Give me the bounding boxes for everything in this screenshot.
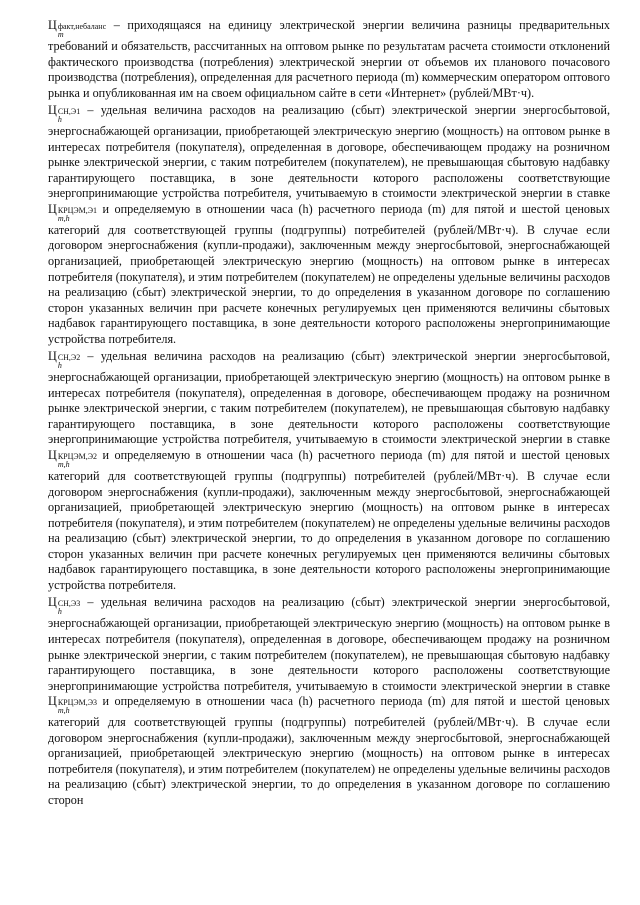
- symbol-base: Ц: [48, 694, 57, 709]
- symbol-subscript: m,h: [57, 706, 70, 716]
- symbol-indices: [58, 108, 80, 124]
- symbol-subscript: m: [57, 30, 64, 39]
- symbol-base: Ц: [48, 448, 57, 463]
- formula-symbol: [48, 595, 80, 616]
- symbol-subscript: h: [57, 607, 62, 617]
- paragraph-text: и определяемую в отношении часа (h) расчетного периода (m) для пятой и шестой ценовых категорий для соответствующей группы (подгруппы) потребителей (рублей/МВт·ч). В случае если договором энергоснабжения (купли-продажи), заключенным между энергосбытовой, энергоснабжающей организацией, приобретающей электрическую энергию (мощность) на оптовом рынке в интересах потребителя (покупателя), и этим потребителем (покупателем) не определены удельные величины расходов на реализацию (сбыт) электрической энергии, то до определения в указанном договоре по соглашению сторон: [48, 694, 611, 807]
- paragraph-text: – удельная величина расходов на реализацию (сбыт) электрической энергии энергосбытовой, энергоснабжающей организации, приобретающей электрическую энергию (мощность) на оптовом рынке в интересах потребителя (покупателя), определенная в договоре, обеспечивающем продажу на розничном рынке электрической энергии, с таким потребителем (покупателем), не превышающая сбытовую надбавку гарантирующего поставщика, в зоне деятельности которого расположены соответствующие энергопринимающие устройства потребителя, учитываемую в стоимости электрической энергии в ставке: [48, 595, 611, 693]
- symbol-base: Ц: [48, 103, 57, 118]
- symbol-base: Ц: [48, 201, 57, 216]
- symbol-indices: [58, 23, 106, 39]
- symbol-indices: [58, 453, 97, 469]
- paragraph-sn-e3: [48, 595, 610, 808]
- symbol-base: Ц: [48, 349, 57, 364]
- paragraph-text: – удельная величина расходов на реализацию (сбыт) электрической энергии энергосбытовой, энергоснабжающей организации, приобретающей электрическую энергию (мощность) на оптовом рынке в интересах потребителя (покупателя), определенная в договоре, обеспечивающем продажу на розничном рынке электрической энергии, с таким потребителем (покупателем), не превышающая сбытовую надбавку гарантирующего поставщика, в зоне деятельности которого расположены соответствующие энергопринимающие устройства потребителя, учитываемую в стоимости электрической энергии в ставке: [48, 103, 611, 201]
- symbol-superscript: СН,Э3: [57, 599, 81, 609]
- symbol-subscript: m,h: [57, 213, 70, 223]
- paragraph-fact-nebalans: [48, 18, 610, 101]
- paragraph-text: – приходящаяся на единицу электрической энергии величина разницы предварительных требований и обязательств, рассчитанных на оптовом рынке по результатам расчета стоимости отклонений фактического производства (потребления) электрической энергии от объемов их планового почасового производства (потребления), определенная для расчетного периода (m) коммерческим оператором оптового рынка и опубликованная им на своем официальном сайте в сети «Интернет» (рублей/МВт·ч).: [48, 18, 610, 100]
- symbol-indices: [58, 207, 97, 223]
- paragraph-sn-e2: [48, 349, 610, 593]
- symbol-superscript: КРЦЭМ,Э2: [57, 452, 98, 462]
- inline-formula-symbol: [48, 202, 97, 223]
- symbol-indices: [58, 699, 97, 715]
- formula-symbol: [48, 349, 80, 370]
- inline-formula-symbol: [48, 448, 97, 469]
- paragraph-sn-e1: [48, 103, 610, 347]
- document-page: [48, 18, 610, 810]
- formula-symbol: [48, 18, 106, 39]
- symbol-subscript: h: [57, 361, 62, 371]
- symbol-base: Ц: [48, 18, 57, 32]
- paragraph-text: и определяемую в отношении часа (h) расчетного периода (m) для пятой и шестой ценовых категорий для соответствующей группы (подгруппы) потребителей (рублей/МВт·ч). В случае если договором энергоснабжения (купли-продажи), заключенным между энергосбытовой, энергоснабжающей организацией, приобретающей электрическую энергию (мощность) на оптовом рынке в интересах потребителя (покупателя), и этим потребителем (покупателем) не определены удельные величины расходов на реализацию (сбыт) электрической энергии, то до определения в указанном договоре по соглашению сторон указанных величин при расчете конечных регулируемых цен применяются величины сбытовых надбавок гарантирующего поставщика, в зоне деятельности которого расположены энергопринимающие устройства потребителя.: [48, 448, 611, 592]
- symbol-indices: [58, 600, 80, 616]
- symbol-superscript: КРЦЭМ,Э3: [57, 698, 98, 708]
- symbol-subscript: m,h: [57, 460, 70, 470]
- symbol-superscript: СН,Э1: [57, 107, 81, 117]
- symbol-superscript: СН,Э2: [57, 353, 81, 363]
- symbol-superscript: КРЦЭМ,Э1: [57, 205, 98, 215]
- symbol-base: Ц: [48, 595, 57, 610]
- formula-symbol: [48, 103, 80, 124]
- paragraph-text: и определяемую в отношении часа (h) расчетного периода (m) для пятой и шестой ценовых категорий для соответствующей группы (подгруппы) потребителей (рублей/МВт·ч). В случае если договором энергоснабжения (купли-продажи), заключенным между энергосбытовой, энергоснабжающей организацией, приобретающей электрическую энергию (мощность) на оптовом рынке в интересах потребителя (покупателя), и этим потребителем (покупателем) не определены удельные величины расходов на реализацию (сбыт) электрической энергии, то до определения в указанном договоре по соглашению сторон указанных величин при расчете конечных регулируемых цен применяются величины сбытовых надбавок гарантирующего поставщика, в зоне деятельности которого расположены энергопринимающие устройства потребителя.: [48, 201, 611, 346]
- symbol-subscript: h: [57, 115, 62, 125]
- inline-formula-symbol: [48, 694, 97, 715]
- symbol-superscript: факт,небаланс: [57, 22, 107, 31]
- paragraph-text: – удельная величина расходов на реализацию (сбыт) электрической энергии энергосбытовой, энергоснабжающей организации, приобретающей электрическую энергию (мощность) на оптовом рынке в интересах потребителя (покупателя), определенная в договоре, обеспечивающем продажу на розничном рынке электрической энергии, с таким потребителем (покупателем), не превышающая сбытовую надбавку гарантирующего поставщика, в зоне деятельности которого расположены соответствующие энергопринимающие устройства потребителя, учитываемую в стоимости электрической энергии в ставке: [48, 349, 611, 447]
- symbol-indices: [58, 354, 80, 370]
